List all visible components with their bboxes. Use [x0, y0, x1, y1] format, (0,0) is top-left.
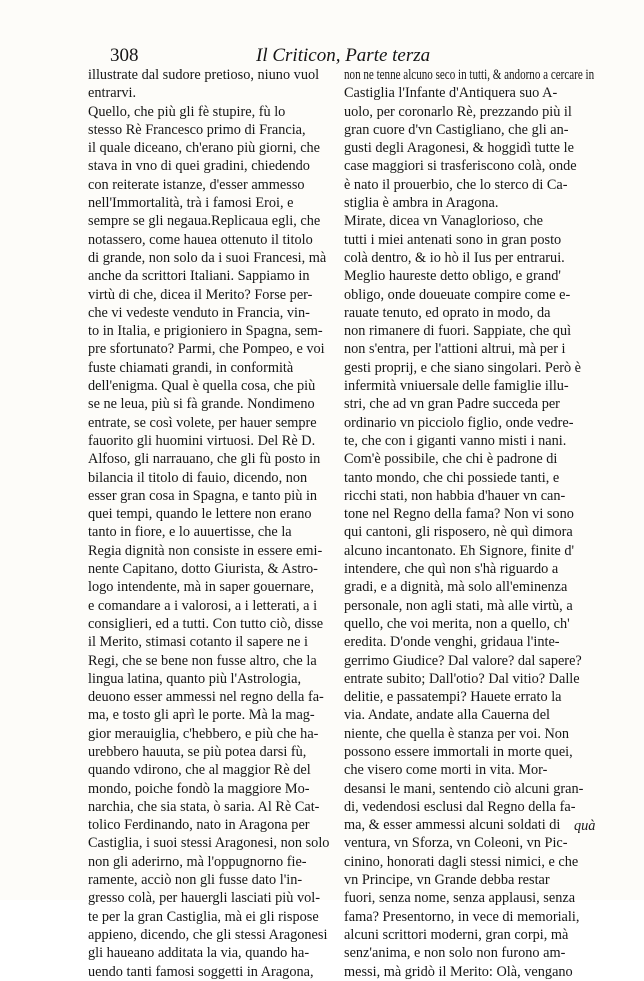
text-line: tolico Ferdinando, nato in Aragona per — [88, 817, 310, 834]
text-line: gusti degli Aragonesi, & hoggidì tutte le — [344, 140, 574, 157]
text-line: gradi, e a dignità, mà solo all'eminenza — [344, 579, 568, 596]
text-line: bilancia il titolo di fauio, dicendo, non — [88, 469, 308, 486]
text-line: quando vdirono, che al maggior Rè del — [88, 762, 311, 779]
text-line: che visero come morti in vita. Mor- — [344, 762, 548, 779]
text-line: gesti proprij, e che siano singolari. Però è — [344, 359, 582, 376]
text-line: il Merito, stimasi cotanto il sapere ne i — [88, 634, 308, 651]
text-line: ventura, vn Sforza, vn Coleoni, vn Pic- — [344, 835, 568, 852]
text-line: delitie, e passatempi? Hauete errato la — [344, 689, 562, 706]
text-line: è nato il prouerbio, che lo sterco di Ca- — [344, 176, 568, 193]
text-line: e comandare a i valorosi, a i letterati, a i — [88, 597, 318, 614]
text-line: tanto in fiore, e lo auuertisse, che la — [88, 524, 292, 541]
text-line: ricchi stati, non habbia d'hauer vn can- — [344, 487, 566, 504]
text-line: quello, che voi merita, non a quello, ch' — [344, 615, 570, 632]
text-line: tutti i miei antenati sono in gran posto — [344, 231, 562, 248]
text-line: senz'anima, e non solo non furono am- — [344, 945, 566, 962]
text-line: notassero, come hauea ottenuto il titolo — [88, 231, 313, 248]
page-header — [80, 44, 430, 68]
text-line: te, che con i giganti vanno misti i nani. — [344, 432, 567, 449]
text-line: che vi vedeste venduto in Francia, vin- — [88, 304, 310, 321]
text-line: Castiglia l'Infante d'Antiquera suo A- — [344, 85, 558, 102]
text-line: te per la gran Castiglia, mà ei gli rispose — [88, 908, 319, 925]
text-line: gior merauiglia, c'hebbero, e più che ha- — [88, 725, 319, 742]
text-line: appieno, dicendo, che gli stessi Aragonesi — [88, 926, 328, 943]
text-line: deuono esser ammessi nel regno della fa- — [88, 689, 324, 706]
text-line: stiglia è ambra in Aragona. — [344, 195, 499, 212]
text-line: fuori, senza nome, senza applausi, senza — [344, 890, 576, 907]
text-line: entrate, se così volete, per hauer sempre — [88, 414, 317, 431]
text-line: se ne leua, più si fà grande. Nondimeno — [88, 396, 315, 413]
text-line: non rimanere di fuori. Sappiate, che quì — [344, 323, 572, 340]
text-line: to in Italia, e prigioniero in Spagna, sem- — [88, 323, 323, 340]
running-title: Il Criticon, Parte terza — [256, 45, 431, 66]
text-line: infermità vniuersale delle famiglie illu- — [344, 378, 569, 395]
text-line: Regi, che se bene non fusse altro, che la — [88, 652, 317, 669]
text-line: narchia, che sia stata, ò saria. Al Rè Cat- — [88, 798, 320, 815]
text-line: Castiglia, i suoi stessi Aragonesi, non solo — [88, 835, 330, 852]
text-line: di, vedendosi esclusi dal Regno della fa- — [344, 798, 576, 815]
text-line: non ne tenne alcuno seco in tutti, & andorno a cercare in — [344, 67, 595, 83]
text-line: entrate subito; Dall'otio? Dal vitio? Dalle — [344, 670, 580, 687]
text-line: case maggiori si trasferiscono colà, onde — [344, 158, 577, 175]
text-line: gresso colà, per hauergli lasciati più vol- — [88, 890, 320, 907]
text-line: messi, mà gridò il Merito: Olà, vengano — [344, 963, 573, 980]
text-line: personale, non agli stati, mà alle virtù, a — [344, 597, 573, 614]
text-line: gerrimo Giudice? Dal valore? dal sapere? — [344, 652, 582, 669]
text-line: rauate tenuto, ed oprato in modo, da — [344, 304, 551, 321]
page-number: 308 — [110, 45, 139, 66]
text-line: esser gran cosa in Spagna, e tanto più in — [88, 487, 318, 504]
text-line: gran cuore d'vn Castigliano, che gli an- — [344, 121, 569, 138]
text-line: eredita. D'onde venghi, gridaua l'inte- — [344, 634, 560, 651]
left-text-column — [88, 66, 338, 981]
text-line: quei tempi, quando le lettere non erano — [88, 506, 312, 523]
text-line: ma, & esser ammessi alcuni soldati di — [344, 817, 561, 834]
text-line: entrarvi. — [88, 85, 137, 102]
text-line: stri, che ad vn gran Padre succeda per — [344, 396, 560, 413]
text-line: mondo, poiche fondò la maggiore Mo- — [88, 780, 310, 797]
text-line: ordinario vn picciolo figlio, onde vedre- — [344, 414, 574, 431]
text-line: cinino, honorati dagli stessi nimici, e che — [344, 853, 579, 870]
text-line: illustrate dal sudore pretioso, niuno vuol — [88, 67, 320, 83]
text-line: alcuni scrittori moderni, gran corpi, mà — [344, 926, 569, 943]
text-line: tanto mondo, che chi possiede tanti, e — [344, 469, 560, 486]
text-line: Mirate, dicea vn Vanaglorioso, che — [344, 213, 544, 230]
text-line: tone nel Regno della fama? Non vi sono — [344, 506, 574, 523]
text-line: alcuno incantonato. Eh Signore, finite d' — [344, 542, 575, 559]
text-line: fuste chiamati grandi, in conformità — [88, 359, 294, 376]
text-line: dell'enigma. Qual è quella cosa, che più — [88, 378, 316, 395]
text-line: obligo, onde doueuate compire come e- — [344, 286, 571, 303]
text-line: Alfoso, gli narrauano, che gli fù posto in — [88, 451, 321, 468]
text-line: con reiterate istanze, d'esser ammesso — [88, 176, 305, 193]
text-line: virtù di che, dicea il Merito? Forse per- — [88, 286, 313, 303]
text-line: il quale diceano, ch'erano più giorni, che — [88, 140, 321, 157]
text-line: gli haueano additata la via, quando ha- — [88, 945, 310, 962]
text-line: lingua latina, quanto più l'Astrologia, — [88, 670, 302, 687]
text-line: desansi le mani, sentendo ciò alcuni gran- — [344, 780, 584, 797]
text-line: anche da scrittori Italiani. Sappiamo in — [88, 268, 310, 285]
text-line: Meglio haureste detto obligo, e grand' — [344, 268, 561, 285]
text-line: niente, che quella è stanza per voi. Non — [344, 725, 570, 742]
text-line: urebbero hauuta, se più potea darsi fù, — [88, 743, 307, 760]
text-line: nell'Immortalità, trà i famosi Eroi, e — [88, 195, 294, 212]
text-line: pre sfortunato? Parmi, che Pompeo, e voi — [88, 341, 325, 358]
text-line: vn Principe, vn Grande debba restar — [344, 872, 550, 889]
text-line: di grande, non solo da i suoi Francesi, mà — [88, 249, 327, 266]
text-line: stesso Rè Francesco primo di Francia, — [88, 121, 306, 138]
text-line: colà dentro, & io hò il Ius per entrarui. — [344, 249, 565, 266]
text-line: ramente, acciò non gli fusse dato l'in- — [88, 872, 303, 889]
text-line: Regia dignità non consiste in essere emi- — [88, 542, 323, 559]
text-line: intendere, che quì non s'hà riguardo a — [344, 561, 559, 578]
text-line: non gli aderirno, mà l'oppugnorno fie- — [88, 853, 307, 870]
text-line: nente Capitano, dotto Giurista, & Astro- — [88, 561, 318, 578]
text-line: logo intendente, mà in saper gouernare, — [88, 579, 314, 596]
text-line: uendo tanti famosi soggetti in Aragona, — [88, 963, 314, 980]
right-text-column — [344, 66, 594, 981]
text-line: ma, e tosto gli aprì le porte. Mà la mag- — [88, 707, 315, 724]
text-line: uolo, per coronarlo Rè, prezzando più il — [344, 103, 572, 120]
text-line: possono essere immortali in morte quei, — [344, 743, 573, 760]
text-line: fauorito gli huomini virtuosi. Del Rè D. — [88, 432, 316, 449]
text-line: stava in vno di quei gradini, chiedendo — [88, 158, 310, 175]
text-line: fama? Presentorno, in vece di memoriali, — [344, 908, 580, 925]
text-line: sempre se gli negaua.Replicaua egli, che — [88, 213, 321, 230]
text-line: non s'entra, per l'attioni altrui, mà per i — [344, 341, 566, 358]
text-line: consiglieri, ed a tutti. Con tutto ciò, disse — [88, 615, 324, 632]
text-line: Quello, che più gli fè stupire, fù lo — [88, 103, 286, 120]
text-line: Com'è possibile, che chi è padrone di — [344, 451, 558, 468]
text-line: qui cantoni, gli risposero, nè quì dimora — [344, 524, 573, 541]
text-line: via. Andate, andate alla Cauerna del — [344, 707, 551, 724]
catchword: quà — [574, 818, 596, 834]
